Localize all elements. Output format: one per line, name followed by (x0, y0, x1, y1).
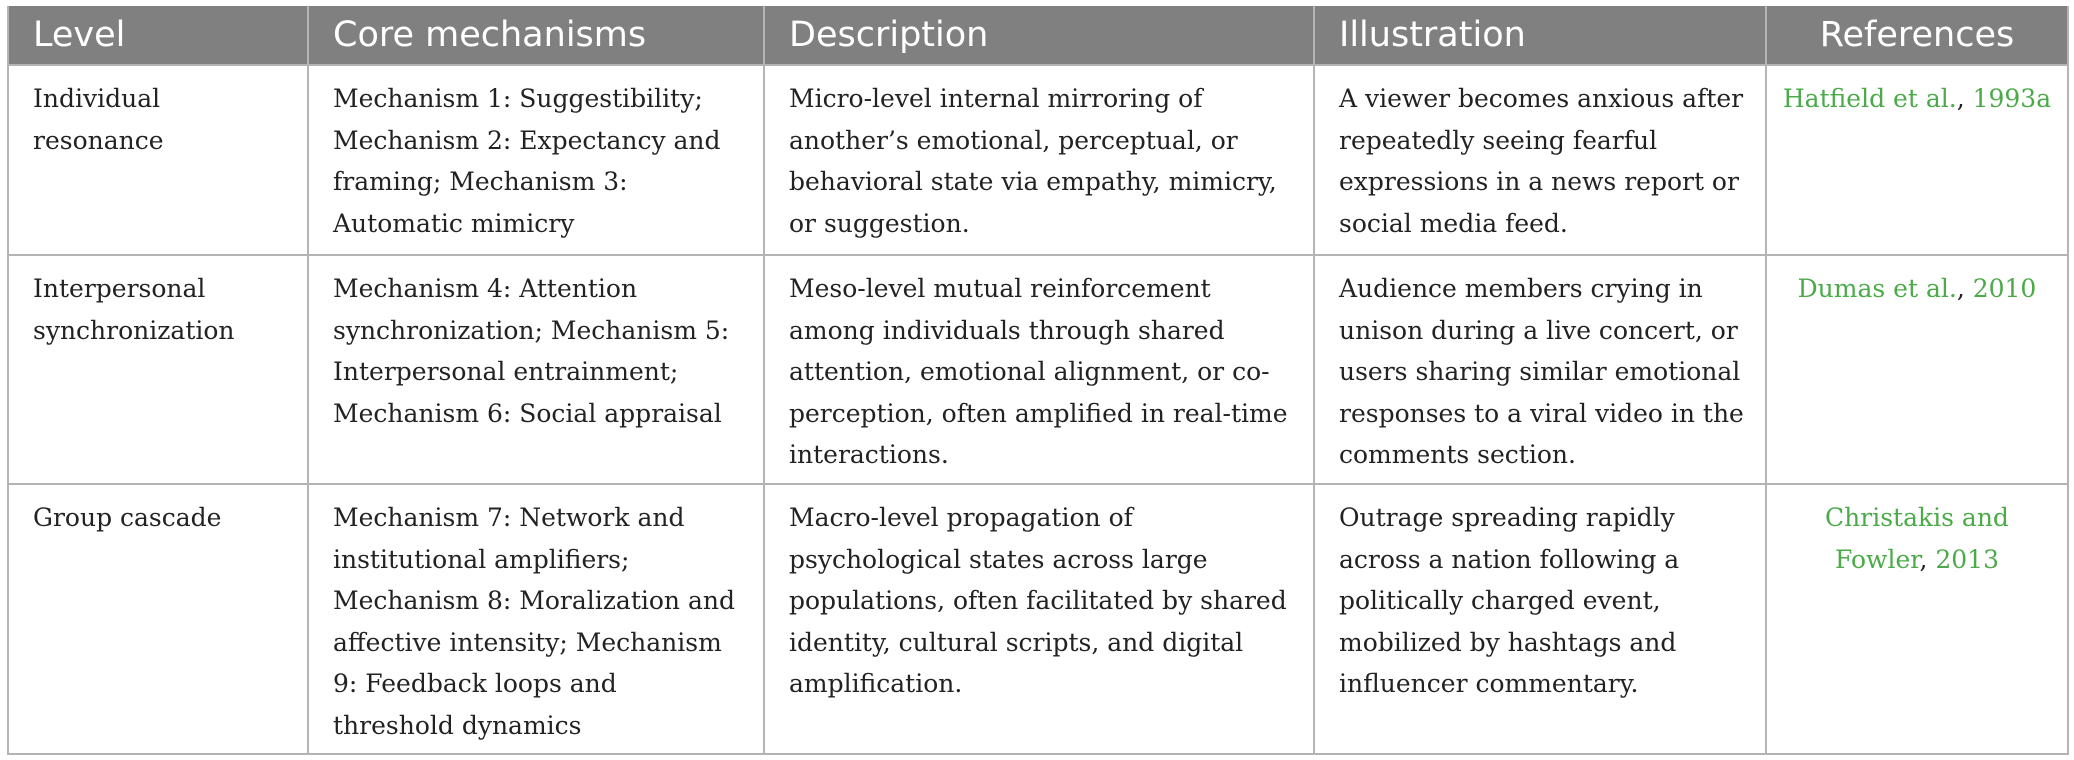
cell-level: Group cascade (8, 484, 308, 754)
reference-separator: , (1956, 274, 1973, 303)
cell-core-mechanisms: Mechanism 1: Suggestibility; Mechanism 2: Expectancy and framing; Mechanism 3: Automatic mimicry (308, 65, 764, 255)
mechanisms-table (7, 6, 2069, 755)
cell-illustration: A viewer becomes anxious after repeatedly seeing fearful expressions in a news report or social media feed. (1314, 65, 1766, 255)
cell-level: Individual resonance (8, 65, 308, 255)
header-references: References (1766, 6, 2068, 65)
reference-year-link[interactable]: 2010 (1972, 274, 2037, 303)
cell-description: Meso-level mutual reinforcement among individuals through shared attention, emotional alignment, or co-perception, often amplified in real-time interactions. (764, 255, 1314, 484)
header-row (8, 6, 2068, 65)
header-description: Description (764, 6, 1314, 65)
cell-references (1766, 65, 2068, 255)
cell-illustration: Audience members crying in unison during a live concert, or users sharing similar emotional responses to a viral video in the comments section. (1314, 255, 1766, 484)
table-row (8, 484, 2068, 754)
reference-author-link[interactable]: Dumas et al. (1797, 274, 1957, 303)
cell-description: Micro-level internal mirroring of another’s emotional, perceptual, or behavioral state via empathy, mimicry, or suggestion. (764, 65, 1314, 255)
reference-year-link[interactable]: 2013 (1935, 544, 1999, 574)
table-header (8, 6, 2068, 65)
cell-core-mechanisms: Mechanism 4: Attention synchronization; Mechanism 5: Interpersonal entrainment; Mechanism 6: Social appraisal (308, 255, 764, 484)
table-row (8, 65, 2068, 255)
header-illustration: Illustration (1314, 6, 1766, 65)
cell-description: Macro-level propagation of psychological states across large populations, often facilitated by shared identity, cultural scripts, and digital amplification. (764, 484, 1314, 754)
reference-author-link[interactable]: Christakis and Fowler (1825, 503, 2009, 574)
cell-references (1766, 255, 2068, 484)
cell-references (1766, 484, 2068, 754)
reference-author-link[interactable]: Hatfield et al. (1782, 84, 1957, 113)
reference-year-link[interactable]: 1993a (1972, 84, 2052, 113)
mechanisms-table-container (7, 6, 2067, 755)
header-level: Level (8, 6, 308, 65)
cell-illustration: Outrage spreading rapidly across a nation following a politically charged event, mobilized by hashtags and influencer commentary. (1314, 484, 1766, 754)
table-row (8, 255, 2068, 484)
table-body (8, 65, 2068, 754)
reference-separator: , (1919, 544, 1936, 574)
cell-level: Interpersonal synchronization (8, 255, 308, 484)
reference-separator: , (1956, 84, 1973, 113)
cell-core-mechanisms: Mechanism 7: Network and institutional amplifiers; Mechanism 8: Moralization and affective intensity; Mechanism 9: Feedback loops and threshold dynamics (308, 484, 764, 754)
header-core-mechanisms: Core mechanisms (308, 6, 764, 65)
